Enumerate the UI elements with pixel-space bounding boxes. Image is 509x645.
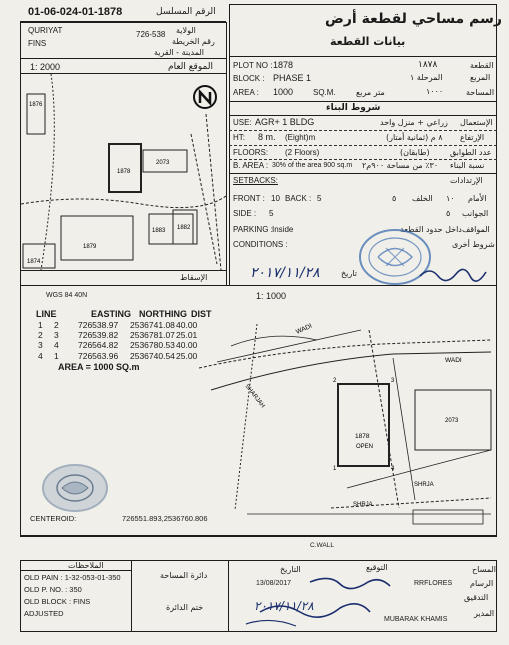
building-area-ar-value: ٣٠٪ من مساحة ٩٠٠م٢: [362, 161, 439, 170]
conditions-heading: شروط البناء: [326, 103, 381, 113]
director-name: MUBARAK KHAMIS: [384, 616, 448, 623]
coord-header-line: LINE: [36, 309, 57, 319]
conditions-label: CONDITIONS :: [233, 240, 288, 249]
shrja-label-2: SHRJA: [353, 502, 373, 508]
back-value: 5: [317, 194, 322, 203]
note-old-block: OLD BLOCK : FINS: [24, 597, 91, 606]
datum-label: WGS 84 40N: [46, 292, 88, 299]
footer-handwritten-date: ٢٠١٧/١١/٢٨: [254, 599, 314, 613]
coord-easting: 726538.97: [78, 320, 119, 330]
note-adjusted: ADJUSTED: [24, 609, 64, 618]
back-ar-value: ٥: [392, 194, 397, 203]
coord-to: 3: [54, 330, 59, 340]
coord-header-dist: DIST: [191, 309, 212, 319]
front-value: 10: [271, 194, 280, 203]
key-neighbor-1882: 1882: [177, 225, 191, 231]
front-ar-value: ١٠: [446, 194, 455, 203]
plan-neighbor-2073: 2073: [445, 418, 459, 424]
coord-dist: 40.00: [176, 320, 198, 330]
key-plot-label: 1878: [117, 169, 131, 175]
key-neighbor-1876: 1876: [29, 102, 43, 108]
map-ref-ar: رقم الخريطة: [172, 37, 215, 46]
conditions-ar-label: شروط أخرى: [452, 240, 495, 249]
plan-plot-label: 1878: [355, 433, 370, 440]
area-ar-label: المساحة: [466, 88, 495, 97]
notes-heading: الملاحظات: [68, 561, 104, 570]
coord-dist: 25.00: [176, 351, 198, 361]
note-old-plot-no: OLD P. NO. : 350: [24, 585, 82, 594]
date-label-ar: تاريخ: [341, 269, 357, 278]
side-label: SIDE :: [233, 209, 257, 218]
coord-dist: 40.00: [176, 340, 198, 350]
back-label: BACK :: [285, 194, 312, 203]
coord-to: 1: [54, 351, 59, 361]
plot-no-label: PLOT NO :: [233, 61, 273, 70]
height-value: 8 m.: [258, 132, 276, 142]
location-plan-label: الموقع العام: [168, 62, 213, 72]
corner-label-3: 3: [391, 378, 395, 384]
area-value: 1000: [273, 87, 294, 97]
drafter-label: الرسام: [470, 579, 494, 588]
height-label: HT:: [233, 133, 245, 142]
key-neighbor-2073: 2073: [156, 160, 170, 166]
main-scale: 1: 1000: [256, 291, 287, 301]
c-wall-label: C.WALL: [310, 542, 334, 549]
side-ar-label: الجوانب: [462, 209, 489, 218]
serial-number-label: الرقم المسلسل: [156, 7, 216, 17]
coord-easting: 726539.82: [78, 330, 119, 340]
surveyor-label: المساح: [472, 565, 497, 574]
floors-ar-label: عدد الطوابق: [450, 148, 492, 157]
director-label: المدير: [474, 609, 495, 618]
coord-header-easting: EASTING: [91, 309, 132, 319]
plan-open-label: OPEN: [356, 444, 374, 450]
building-area-ar-label: نسبة البناء: [450, 161, 485, 170]
coord-to: 4: [54, 340, 59, 350]
parking-ar-label: المواقف: [462, 225, 490, 234]
setbacks-ar-label: الإرتدادات: [450, 176, 483, 185]
building-area-label: B. AREA :: [233, 161, 269, 170]
area-unit: SQ.M.: [313, 88, 336, 97]
key-plan-scale: 1: 2000: [30, 62, 61, 72]
building-area-value: 30% of the area 900 sq.m: [272, 162, 353, 169]
coord-easting: 726564.82: [78, 340, 119, 350]
note-old-pain: OLD PAIN : 1-32-053-01-350: [24, 573, 121, 582]
parking-ar-value: داخل حدود القطعة: [400, 225, 462, 234]
coord-northing: 2536780.53: [130, 340, 175, 350]
corner-label-1: 1: [333, 466, 337, 472]
use-ar-label: الإستعمال: [460, 118, 493, 127]
front-label: FRONT :: [233, 194, 265, 203]
sheet-title: رسم مساحي لقطعة أرض: [325, 11, 502, 27]
checker-label: التدقيق: [464, 593, 489, 602]
block-value: PHASE 1: [273, 73, 312, 83]
corner-label-2: 2: [333, 378, 337, 384]
area-label: AREA :: [233, 88, 259, 97]
use-ar-value: زراعي + منزل واحد: [380, 118, 448, 127]
block-ar-label: المربع: [470, 73, 491, 82]
height-ar-label: الإرتفاع: [460, 133, 485, 142]
floors-label: FLOORS:: [233, 148, 269, 157]
parking-label: PARKING :: [233, 225, 273, 234]
plot-info-heading: بيانات القطعة: [330, 35, 406, 48]
side-value: 5: [269, 209, 274, 218]
hologram-seal-icon: [40, 462, 110, 514]
wilayat-ar: الولاية: [176, 26, 196, 35]
subject-plot: [338, 384, 389, 466]
use-value: AGR+ 1 BLDG: [255, 117, 315, 127]
coord-dist: 25.01: [176, 330, 198, 340]
village-en: FINS: [28, 39, 47, 48]
map-number: 01-06-024-01-1878: [28, 6, 123, 18]
coord-northing: 2536781.07: [130, 330, 175, 340]
key-neighbor-1879: 1879: [83, 244, 97, 250]
handwritten-date: ٢٠١٧/١١/٢٨: [250, 265, 320, 281]
drafter-name: RRFLORES: [414, 580, 453, 587]
coord-header-northing: NORTHING: [139, 309, 187, 319]
wadi-label-1: WADI: [294, 322, 314, 336]
front-ar-label: الأمام: [468, 194, 487, 203]
coord-northing: 2536740.54: [130, 351, 175, 361]
plot-no-ar-label: القطعة: [470, 61, 494, 70]
coord-from: 1: [38, 320, 43, 330]
parking-value: Inside: [272, 225, 294, 234]
coord-to: 2: [54, 320, 59, 330]
height-words: (Eight)m: [285, 133, 316, 142]
coord-easting: 726563.96: [78, 351, 119, 361]
centeroid-value: 726551.893,2536760.806: [122, 514, 208, 523]
block-label: BLOCK :: [233, 74, 265, 83]
signature-scribble-icon: [418, 262, 488, 284]
coord-northing: 2536741.08: [130, 320, 175, 330]
wadi-label-2: WADI: [445, 357, 462, 364]
block-ar-value: المرحلة ١: [410, 73, 443, 82]
area-summary: AREA = 1000 SQ.m: [58, 362, 140, 372]
plot-no-value: 1878: [273, 60, 294, 70]
coord-from: 2: [38, 330, 43, 340]
corner-label-4: 4: [391, 466, 395, 472]
signature-header: التوقيع: [366, 563, 388, 572]
dept-stamp-label: ختم الدائرة: [166, 603, 204, 612]
draft-date: 13/08/2017: [256, 580, 292, 587]
floors-ar-value: (طابقان): [400, 148, 430, 157]
shrja-label-1: SHRJA: [414, 482, 434, 488]
coord-from: 4: [38, 351, 43, 361]
projection-label: الإسقاط: [180, 273, 208, 282]
coord-from: 3: [38, 340, 43, 350]
setbacks-label: SETBACKS:: [233, 176, 278, 185]
north-arrow-icon: [192, 84, 218, 110]
centeroid-label: CENTEROID:: [30, 514, 77, 523]
sharjah-label: SHARJAH: [243, 383, 266, 410]
survey-dept-label: دائرة المساحة: [160, 571, 208, 580]
plot-no-ar-value: ١٨٧٨: [418, 60, 438, 70]
area-ar-unit: متر مربع: [356, 88, 385, 97]
key-neighbor-1874: 1874: [27, 259, 41, 265]
map-ref-number: 726-538: [136, 30, 166, 39]
height-ar-value: ٨ م (ثمانية أمتار): [386, 133, 443, 142]
floors-value: (2 Floors): [285, 148, 320, 157]
wilayat-en: QURIYAT: [28, 26, 63, 35]
date-header: التاريخ: [280, 565, 301, 574]
village-ar: المدينة - القرية: [154, 48, 205, 57]
area-ar-value: ١٠٠٠: [426, 87, 444, 96]
back-ar-label: الخلف: [412, 194, 433, 203]
side-ar-value: ٥: [446, 209, 451, 218]
key-neighbor-1883: 1883: [152, 228, 166, 234]
use-label: USE:: [233, 118, 252, 127]
